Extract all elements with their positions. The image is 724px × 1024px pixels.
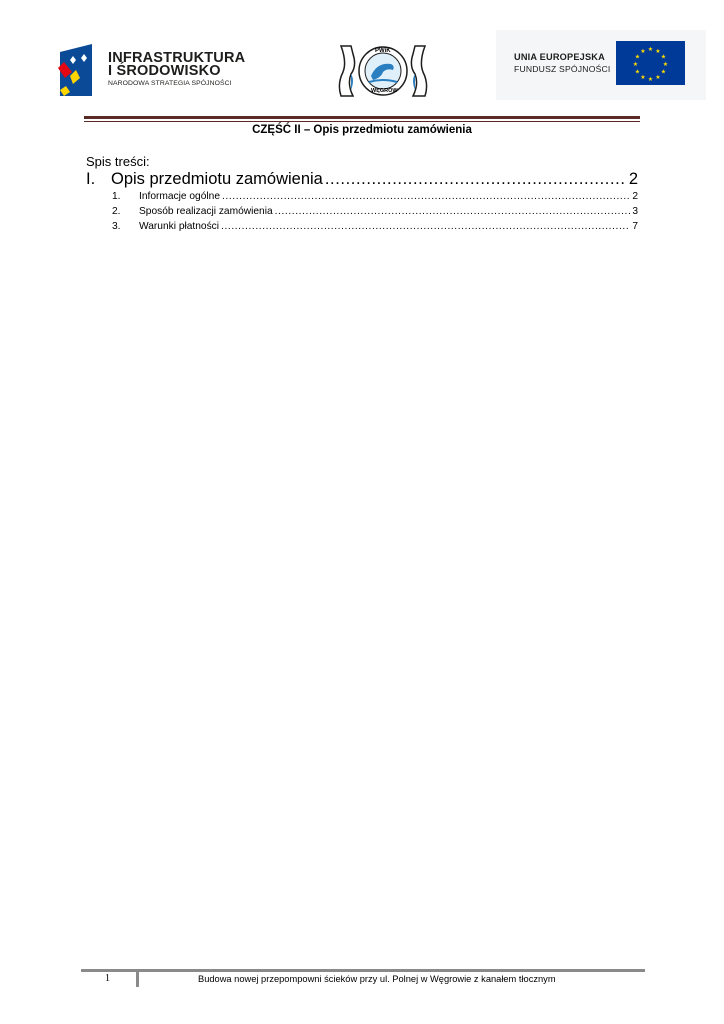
footer-page-number: 1 bbox=[105, 973, 110, 984]
toc-entry-number: 3. bbox=[112, 221, 121, 232]
toc-entry-page: 3 bbox=[632, 206, 638, 217]
svg-text:★: ★ bbox=[640, 48, 646, 55]
pwik-top-text: PWiK bbox=[375, 48, 391, 54]
infrastruktura-emblem-icon bbox=[56, 42, 96, 96]
infrastruktura-logo bbox=[56, 40, 256, 100]
svg-text:★: ★ bbox=[662, 61, 669, 68]
eu-line-2: FUNDUSZ SPÓJNOŚCI bbox=[514, 64, 611, 74]
toc-chapter-number: I. bbox=[86, 170, 96, 188]
footer-text: Budowa nowej przepompowni ścieków przy ul. Polnej w Węgrowie z kanałem tłocznym bbox=[198, 974, 556, 984]
toc-chapter-title: Opis przedmiotu zamówienia bbox=[111, 170, 323, 188]
logo-line-3: NARODOWA STRATEGIA SPÓJNOŚCI bbox=[108, 80, 232, 87]
svg-text:★: ★ bbox=[634, 68, 641, 76]
logo-line-1: INFRASTRUKTURA bbox=[108, 50, 246, 66]
pwik-bottom-text: WĘGRÓW bbox=[371, 88, 398, 94]
toc-entry-page: 2 bbox=[632, 191, 638, 202]
toc-chapter-entry[interactable] bbox=[86, 170, 638, 189]
toc-heading: Spis treści: bbox=[86, 154, 150, 169]
eu-logo bbox=[496, 30, 706, 100]
toc-leader bbox=[275, 206, 631, 217]
logo-line-2: I ŚRODOWISKO bbox=[108, 63, 221, 79]
eu-flag-icon bbox=[616, 41, 685, 85]
svg-text:★: ★ bbox=[640, 74, 646, 81]
title-rule bbox=[84, 116, 640, 119]
footer-rule bbox=[81, 969, 645, 972]
toc-entry-title: Sposób realizacji zamówienia bbox=[139, 206, 273, 217]
toc-chapter-page: 2 bbox=[628, 170, 638, 188]
toc-entry-3[interactable] bbox=[112, 221, 638, 232]
pwik-logo bbox=[337, 44, 429, 98]
svg-text:★: ★ bbox=[647, 46, 654, 53]
footer-divider bbox=[136, 971, 139, 987]
svg-text:★: ★ bbox=[655, 74, 661, 81]
svg-text:★: ★ bbox=[632, 61, 639, 68]
toc-entry-1[interactable] bbox=[112, 191, 638, 202]
toc-entry-page: 7 bbox=[632, 221, 638, 232]
eu-line-1: UNIA EUROPEJSKA bbox=[514, 52, 605, 62]
svg-text:★: ★ bbox=[647, 76, 654, 83]
toc-entry-title: Informacje ogólne bbox=[139, 191, 220, 202]
eu-wordmark bbox=[514, 52, 611, 74]
infrastruktura-wordmark bbox=[108, 52, 245, 87]
part-title: CZĘŚĆ II – Opis przedmiotu zamówienia bbox=[252, 124, 472, 136]
toc-entry-title: Warunki płatności bbox=[139, 221, 220, 232]
svg-text:★: ★ bbox=[660, 68, 667, 76]
toc-entry-2[interactable] bbox=[112, 206, 638, 217]
toc-leader bbox=[221, 221, 630, 232]
toc-leader bbox=[222, 191, 630, 202]
svg-text:★: ★ bbox=[655, 48, 661, 55]
toc-leader bbox=[325, 170, 627, 189]
toc-entry-number: 1. bbox=[112, 191, 121, 202]
toc-entry-number: 2. bbox=[112, 206, 121, 217]
svg-text:★: ★ bbox=[634, 53, 641, 61]
svg-text:★: ★ bbox=[660, 53, 667, 61]
title-rule-thin bbox=[84, 121, 640, 122]
